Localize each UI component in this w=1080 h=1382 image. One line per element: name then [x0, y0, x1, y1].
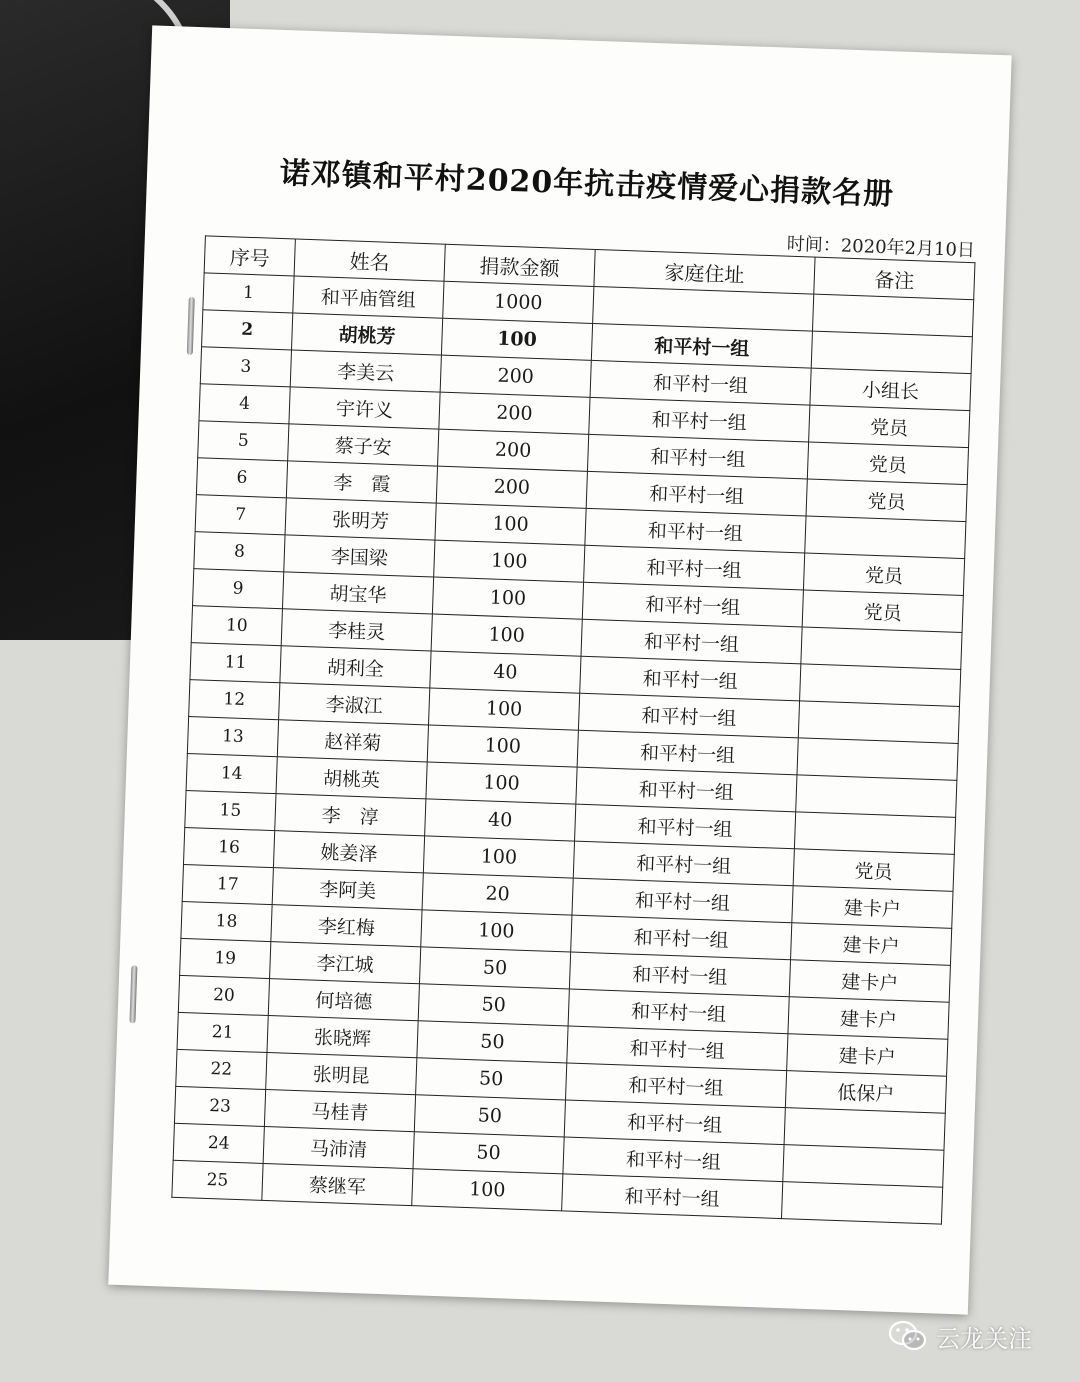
cell-no: 19	[180, 938, 271, 978]
cell-note: 党员	[802, 590, 963, 633]
cell-name: 李淑江	[279, 683, 430, 725]
cell-note: 党员	[807, 442, 968, 485]
cell-address: 和平村一组	[567, 1026, 788, 1071]
cell-note: 建卡户	[788, 997, 949, 1040]
cell-address: 和平村一组	[586, 471, 807, 516]
cell-amount: 100	[412, 1169, 563, 1211]
cell-address: 和平村一组	[578, 693, 799, 738]
cell-name: 何培德	[268, 979, 419, 1021]
cell-name: 马沛清	[263, 1126, 414, 1168]
donation-table	[171, 235, 975, 1224]
cell-note	[798, 701, 959, 744]
cell-name: 胡宝华	[282, 572, 433, 614]
cell-address: 和平村一组	[585, 508, 806, 553]
document-paper	[108, 25, 1011, 1314]
cell-address: 和平村一组	[582, 582, 803, 627]
staple-top	[187, 297, 195, 355]
cell-note	[783, 1145, 944, 1188]
cell-name: 姚姜泽	[273, 831, 424, 873]
cell-amount: 40	[425, 799, 576, 841]
cell-note	[805, 516, 966, 559]
cell-note	[812, 294, 973, 337]
cell-no: 4	[199, 384, 290, 424]
cell-name: 李红梅	[271, 905, 422, 947]
cell-amount: 50	[416, 1058, 567, 1100]
cell-name: 蔡子安	[288, 424, 439, 466]
cell-address: 和平村一组	[569, 952, 790, 997]
cell-note	[794, 812, 955, 855]
cell-no: 1	[203, 273, 294, 313]
cell-address: 和平村一组	[580, 656, 801, 701]
cell-note	[800, 664, 961, 707]
cell-amount: 100	[435, 503, 586, 545]
cell-no: 3	[200, 347, 291, 387]
cell-note: 建卡户	[787, 1034, 948, 1077]
cell-address: 和平村一组	[571, 915, 792, 960]
cell-amount: 100	[421, 910, 572, 952]
cell-name: 蔡继军	[262, 1163, 413, 1205]
cell-name: 李阿美	[272, 868, 423, 910]
cell-no: 16	[183, 828, 274, 868]
table-body	[172, 273, 974, 1224]
watermark-text: 云龙关注	[936, 1324, 1032, 1353]
watermark	[888, 1316, 1032, 1356]
cell-amount: 20	[422, 873, 573, 915]
cell-no: 24	[173, 1123, 264, 1163]
cell-name: 李国梁	[284, 535, 435, 577]
cell-amount: 100	[434, 540, 585, 582]
cell-address: 和平村一组	[576, 767, 797, 812]
cell-address: 和平村一组	[591, 323, 812, 368]
cell-no: 14	[186, 754, 277, 794]
document-date: 时间：2020年2月10日	[786, 233, 976, 262]
cell-amount: 200	[439, 392, 590, 434]
cell-note: 建卡户	[789, 960, 950, 1003]
cell-amount: 50	[418, 984, 569, 1026]
cell-name: 李江城	[270, 942, 421, 984]
cell-no: 17	[182, 864, 273, 904]
cell-no: 8	[194, 532, 285, 572]
cell-amount: 50	[419, 947, 570, 989]
cell-amount: 50	[417, 1021, 568, 1063]
staple-bottom	[129, 965, 137, 1023]
cell-amount: 50	[413, 1132, 564, 1174]
header-name: 姓名	[294, 239, 445, 281]
cell-address: 和平村一组	[575, 804, 796, 849]
cell-address: 和平村一组	[562, 1174, 783, 1219]
cell-note	[781, 1182, 942, 1225]
cell-address: 和平村一组	[577, 730, 798, 775]
cell-address: 和平村一组	[572, 878, 793, 923]
cell-amount: 100	[431, 614, 582, 656]
cell-name: 张晓辉	[267, 1016, 418, 1058]
cell-amount: 100	[432, 577, 583, 619]
cell-note	[796, 775, 957, 818]
header-note: 备注	[814, 257, 975, 300]
cell-note: 低保户	[785, 1071, 946, 1114]
cell-no: 9	[193, 569, 284, 609]
cell-name: 张明芳	[285, 498, 436, 540]
cell-amount: 100	[426, 762, 577, 804]
cell-amount: 40	[430, 651, 581, 693]
cell-no: 20	[178, 975, 269, 1015]
cell-note: 建卡户	[791, 923, 952, 966]
cell-name: 李 霞	[286, 461, 437, 503]
cell-no: 2	[202, 310, 293, 350]
cell-note	[797, 738, 958, 781]
cell-note	[811, 331, 972, 374]
cell-name: 胡桃英	[276, 757, 427, 799]
cell-address: 和平村一组	[590, 360, 811, 405]
cell-amount: 100	[429, 688, 580, 730]
wechat-icon	[888, 1319, 928, 1353]
cell-no: 11	[190, 643, 281, 683]
cell-address: 和平村一组	[568, 989, 789, 1034]
header-address: 家庭住址	[594, 249, 815, 294]
cell-note: 党员	[809, 405, 970, 448]
cell-note: 建卡户	[792, 886, 953, 929]
cell-no: 22	[176, 1049, 267, 1089]
cell-address: 和平村一组	[589, 397, 810, 442]
cell-note: 党员	[803, 553, 964, 596]
cell-no: 18	[181, 901, 272, 941]
cell-no: 12	[189, 680, 280, 720]
cell-amount: 200	[438, 429, 589, 471]
cell-name: 李桂灵	[281, 609, 432, 651]
cell-name: 李美云	[290, 350, 441, 392]
cell-note	[801, 627, 962, 670]
cell-note: 小组长	[810, 368, 971, 411]
cell-no: 23	[174, 1086, 265, 1126]
cell-amount: 200	[436, 466, 587, 508]
cell-address: 和平村一组	[563, 1137, 784, 1182]
cell-no: 25	[172, 1160, 263, 1200]
cell-no: 7	[195, 495, 286, 535]
cell-address: 和平村一组	[565, 1063, 786, 1108]
cell-note	[784, 1108, 945, 1151]
header-no: 序号	[204, 236, 295, 276]
cell-name: 宇许义	[289, 387, 440, 429]
cell-amount: 100	[423, 836, 574, 878]
cell-note: 党员	[793, 849, 954, 892]
cell-amount: 100	[441, 318, 592, 360]
cell-address: 和平村一组	[581, 619, 802, 664]
cell-name: 李 淳	[275, 794, 426, 836]
cell-name: 和平庙管组	[293, 276, 444, 318]
cell-no: 6	[196, 458, 287, 498]
cell-no: 5	[198, 421, 289, 461]
document-title: 诺邓镇和平村2020年抗击疫情爱心捐款名册	[279, 155, 895, 213]
cell-name: 马桂青	[264, 1089, 415, 1131]
cell-name: 张明昆	[266, 1053, 417, 1095]
cell-amount: 200	[440, 355, 591, 397]
cell-no: 21	[177, 1012, 268, 1052]
cell-address: 和平村一组	[564, 1100, 785, 1145]
cell-address: 和平村一组	[573, 841, 794, 886]
cell-name: 赵祥菊	[277, 720, 428, 762]
cell-note: 党员	[806, 479, 967, 522]
cell-amount: 100	[427, 725, 578, 767]
cell-no: 13	[187, 717, 278, 757]
cell-address: 和平村一组	[584, 545, 805, 590]
cell-address: 和平村一组	[587, 434, 808, 479]
cell-name: 胡利全	[280, 646, 431, 688]
cell-amount: 1000	[443, 281, 594, 323]
header-amount: 捐款金额	[444, 244, 595, 286]
cell-no: 15	[185, 791, 276, 831]
cell-name: 胡桃芳	[292, 313, 443, 355]
cell-amount: 50	[414, 1095, 565, 1137]
cell-no: 10	[191, 606, 282, 646]
